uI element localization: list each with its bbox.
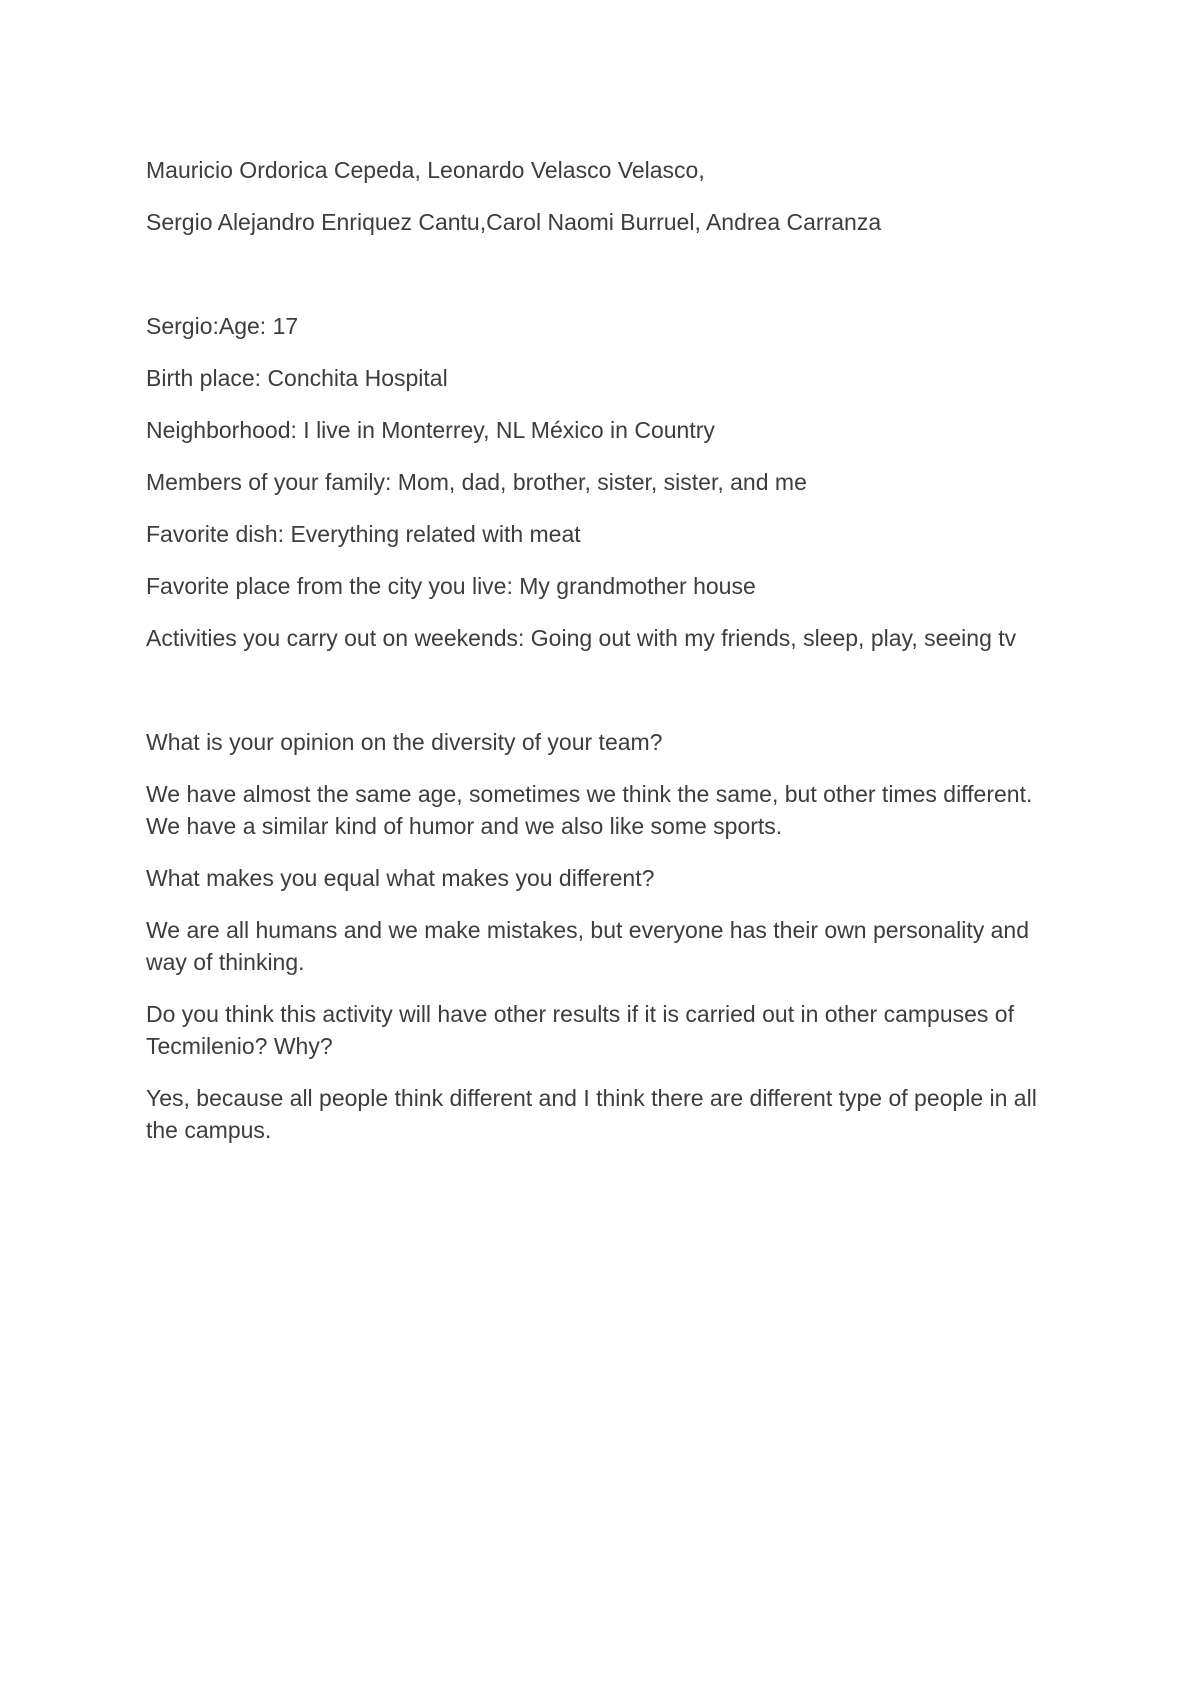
question-1: What is your opinion on the diversity of your team? — [146, 729, 663, 755]
profile-family: Members of your family: Mom, dad, brother, sister, sister, and me — [146, 469, 807, 495]
answer-1: We have almost the same age, sometimes we think the same, but other times different. We have a similar kind of humor and we also like some sports. — [146, 781, 1033, 839]
profile-birth-place: Birth place: Conchita Hospital — [146, 365, 448, 391]
profile-favorite-dish: Favorite dish: Everything related with meat — [146, 521, 581, 547]
document-body — [146, 154, 1066, 1166]
authors-line-2: Sergio Alejandro Enriquez Cantu,Carol Naomi Burruel, Andrea Carranza — [146, 209, 882, 235]
authors-line-1: Mauricio Ordorica Cepeda, Leonardo Velasco Velasco, — [146, 157, 705, 183]
profile-favorite-place: Favorite place from the city you live: My grandmother house — [146, 573, 756, 599]
spacer — [146, 674, 1066, 726]
profile-neighborhood: Neighborhood: I live in Monterrey, NL México in Country — [146, 417, 715, 443]
spacer — [146, 258, 1066, 310]
profile-age: Sergio:Age: 17 — [146, 313, 299, 339]
answer-2: We are all humans and we make mistakes, but everyone has their own personality and way of thinking. — [146, 917, 1029, 975]
answer-3: Yes, because all people think different and I think there are different type of people in all the campus. — [146, 1085, 1037, 1143]
question-2: What makes you equal what makes you different? — [146, 865, 655, 891]
question-3: Do you think this activity will have other results if it is carried out in other campuses of Tecmilenio? Why? — [146, 1001, 1014, 1059]
profile-weekend-activities: Activities you carry out on weekends: Going out with my friends, sleep, play, seeing tv — [146, 625, 1017, 651]
